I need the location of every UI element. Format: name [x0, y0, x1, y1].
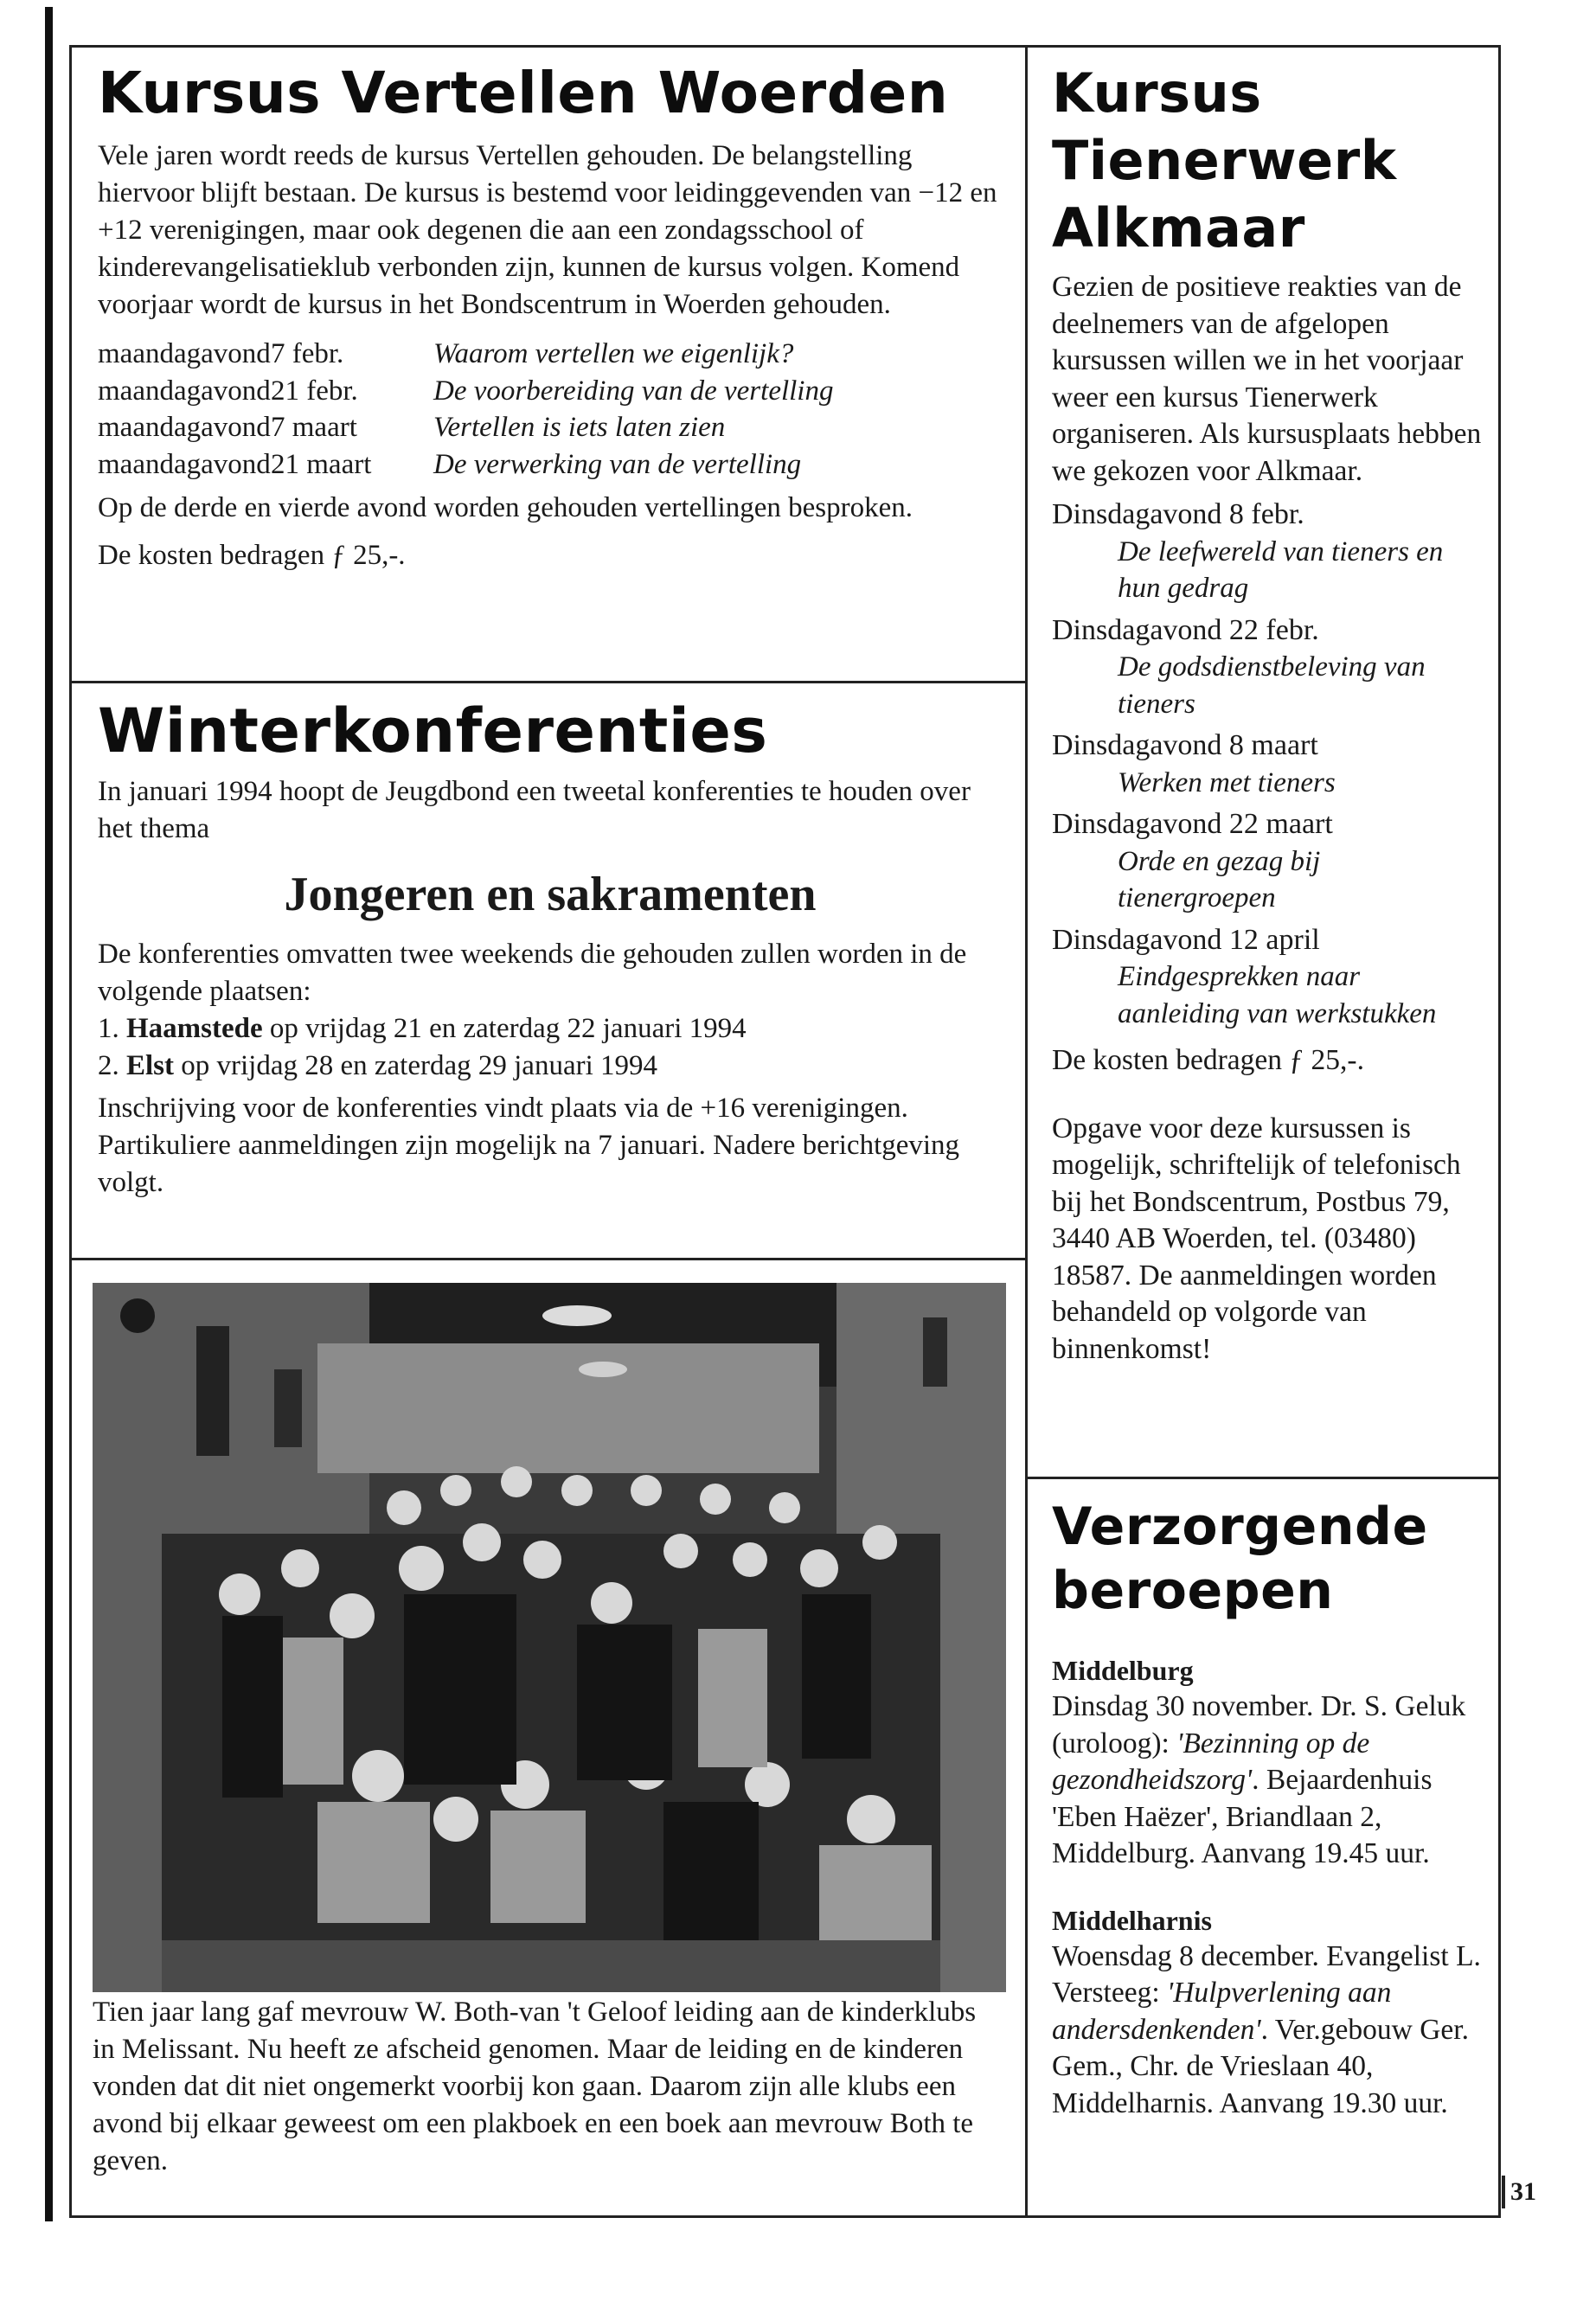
title-line: Kursus [1052, 61, 1262, 125]
schedule-day: maandagavond [98, 338, 271, 369]
list-item [1052, 922, 1483, 1033]
article-note: Op de derde en vierde avond worden gehouden vertellingen besproken. [98, 492, 913, 523]
event-topic: 'Hulpverlening aan andersdenkenden' [1052, 1977, 1392, 2046]
list-item [1052, 727, 1483, 801]
place-dates: op vrijdag 21 en zaterdag 22 januari 1994 [269, 1013, 747, 1044]
article-title [1052, 60, 1483, 262]
schedule-topic: Orde en gezag bij tienergroepen [1118, 845, 1321, 913]
schedule-topic: De voorbereiding van de vertelling [433, 375, 834, 407]
article-intro: In januari 1994 hoopt de Jeugdbond een tweetal konferenties te houden over het thema [98, 776, 971, 844]
schedule-date: 21 maart [271, 448, 372, 480]
schedule-topic: Werken met tieners [1118, 766, 1336, 798]
list-item [98, 1048, 1003, 1085]
places-list [98, 1010, 1003, 1085]
article-text: Inschrijving voor de konferenties vindt plaats via de +16 verenigingen. Partikuliere aanmeldingen zijn mogelijk na 7 januari. Nadere berichtgeving volgt. [98, 1093, 960, 1198]
schedule-topic: De leefwereld van tieners en hun gedrag [1118, 535, 1444, 604]
list-item [1052, 612, 1483, 723]
theme-heading: Jongeren en sakramenten [284, 868, 817, 921]
event-description [1052, 1939, 1483, 2123]
schedule-day: maandagavond [98, 412, 271, 443]
article-tienerwerk [1025, 45, 1501, 1479]
schedule-topic: Vertellen is iets laten zien [433, 412, 726, 443]
event-item [1052, 1902, 1483, 2123]
event-text: Dinsdag 30 november. Dr. S. Geluk (uroloog): [1052, 1690, 1466, 1759]
place-name: Haamstede [126, 1013, 263, 1044]
event-item [1052, 1652, 1483, 1873]
schedule-row [98, 446, 1003, 484]
event-text: . Bejaardenhuis 'Eben Haëzer', Briandlaan 2, Middelburg. Aanvang 19.45 uur. [1052, 1764, 1433, 1869]
page-number: 31 [1502, 2176, 1536, 2208]
schedule-day: maandagavond [98, 375, 271, 407]
schedule-day: Dinsdagavond 8 maart [1052, 729, 1318, 761]
schedule-date: 7 febr. [271, 338, 344, 369]
article-cost: De kosten bedragen ƒ 25,-. [1052, 1044, 1364, 1076]
photo-caption: Tien jaar lang gaf mevrouw W. Both-van 't Geloof leiding aan de kinderklubs in Melissant. Nu heeft ze afscheid genomen. Maar de leiding en de kinderen vonden dat dit niet ongemerkt voorbij kon gaan. Daarom zijn alle klubs een avond bij elkaar geweest om een plakboek en een boek aan mevrouw Both te geven. [93, 1997, 977, 2176]
place-dates: op vrijdag 28 en zaterdag 29 januari 1994 [181, 1050, 658, 1081]
schedule-topic: De verwerking van de vertelling [433, 448, 802, 480]
event-text: Woensdag 8 december. Evangelist L. Versteeg: [1052, 1939, 1481, 2009]
title-line: beroepen [1052, 1561, 1334, 1621]
schedule-day: Dinsdagavond 8 febr. [1052, 498, 1304, 530]
schedule-topic: Eindgesprekken naar aanleiding van werkstukken [1118, 961, 1437, 1029]
event-location: Middelharnis [1052, 1904, 1212, 1936]
schedule-date: 21 febr. [271, 375, 358, 407]
signup-info: Opgave voor deze kursussen is mogelijk, schriftelijk of telefonisch bij het Bondscentrum, Postbus 79, 3440 AB Woerden, tel. (03480) 18587. De aanmeldingen worden behandeld op volgorde van binnenkomst! [1052, 1112, 1461, 1365]
schedule-date: 7 maart [271, 412, 357, 443]
schedule-day: Dinsdagavond 22 febr. [1052, 613, 1319, 646]
schedule-topic: Waarom vertellen we eigenlijk? [433, 338, 794, 369]
article-intro: Gezien de positieve reakties van de deelnemers van de afgelopen kursussen willen we in het voorjaar weer een kursus Tienerwerk organiseren. Als kursusplaats hebben we gekozen voor Alkmaar. [1052, 271, 1482, 487]
schedule-table [98, 336, 1003, 483]
article-vertellen [69, 45, 1028, 683]
list-item [1052, 806, 1483, 917]
article-verzorgende-beroepen [1025, 1477, 1501, 2218]
list-number: 2. [98, 1050, 119, 1081]
list-item [1052, 497, 1483, 607]
article-title: Kursus Vertellen Woerden [98, 60, 949, 126]
page-edge-bar [45, 7, 53, 2221]
title-line: Verzorgende [1052, 1497, 1428, 1557]
place-name: Elst [126, 1050, 175, 1081]
schedule-row [98, 373, 1003, 410]
schedule-row [98, 409, 1003, 446]
article-intro: Vele jaren wordt reeds de kursus Vertellen gehouden. De belangstelling hiervoor blijft bestaan. De kursus is bestemd voor leidinggevenden van −12 en +12 verenigingen, maar ook degenen die aan een zondagsschool of kinderevangelisatieklub verbonden zijn, kunnen de kursus volgen. Komend voorjaar wordt de kursus in het Bondscentrum in Woerden gehouden. [98, 140, 997, 320]
article-title: Winterkonferenties [98, 695, 768, 766]
title-line: Alkmaar [1052, 196, 1305, 260]
event-description [1052, 1689, 1483, 1873]
schedule-topic: De godsdienstbeleving van tieners [1118, 651, 1426, 720]
schedule-day: Dinsdagavond 12 april [1052, 923, 1320, 956]
schedule-list [1052, 497, 1483, 1032]
article-text: De konferenties omvatten twee weekends die gehouden zullen worden in de volgende plaatsen: [98, 939, 967, 1007]
event-topic: 'Bezinning op de gezondheidszorg' [1052, 1727, 1370, 1796]
article-winterkonferenties [69, 681, 1028, 1260]
article-cost: De kosten bedragen ƒ 25,-. [98, 540, 406, 571]
schedule-day: Dinsdagavond 22 maart [1052, 808, 1333, 840]
photo-article [69, 1258, 1028, 2218]
group-photo [93, 1283, 1006, 1992]
article-title [1052, 1495, 1483, 1623]
title-line: Tienerwerk [1052, 129, 1397, 192]
schedule-row [98, 336, 1003, 373]
event-text: . Ver.gebouw Ger. Gem., Chr. de Vrieslaan 40, Middelharnis. Aanvang 19.30 uur. [1052, 2013, 1469, 2119]
event-location: Middelburg [1052, 1655, 1194, 1686]
list-item [98, 1010, 1003, 1048]
list-number: 1. [98, 1013, 119, 1044]
schedule-day: maandagavond [98, 448, 271, 480]
